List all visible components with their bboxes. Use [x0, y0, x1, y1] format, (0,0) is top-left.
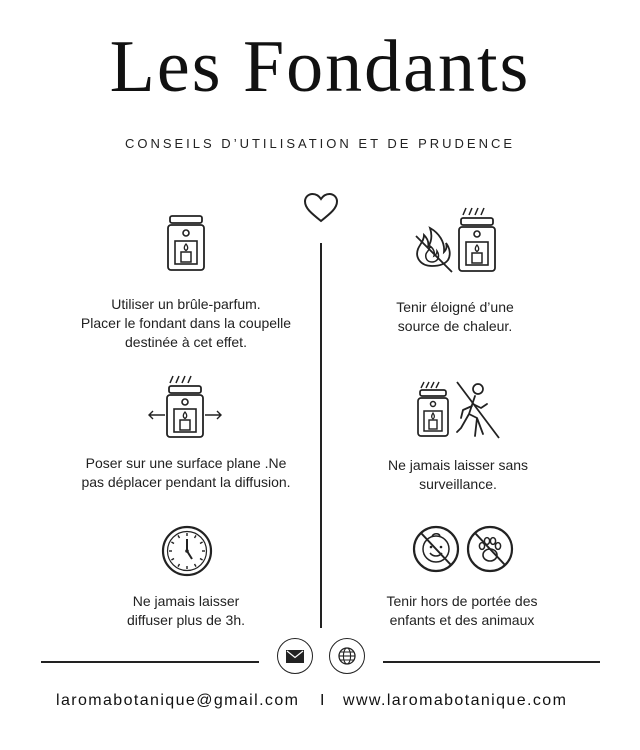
- no-fire-icon: [410, 206, 500, 274]
- footer-separator: I: [320, 692, 326, 709]
- caption-line: Utiliser un brûle-parfum.: [111, 296, 261, 312]
- caption-line: Tenir éloigné d’une: [396, 299, 514, 315]
- burner-arrows-icon: [146, 374, 224, 440]
- footer-divider-right: [383, 661, 600, 663]
- clock-icon: [161, 525, 213, 577]
- globe-icon[interactable]: [329, 638, 365, 674]
- email-icon[interactable]: [277, 638, 313, 674]
- caption-line: Ne jamais laisser sans: [387, 457, 529, 473]
- footer-website[interactable]: www.laromabotanique.com: [343, 692, 568, 709]
- wax-burner-icon: [165, 214, 207, 272]
- caption-line: diffuser plus de 3h.: [126, 612, 246, 628]
- footer-email[interactable]: laromabotanique@gmail.com: [56, 692, 300, 709]
- tip-caption-heat: [315, 298, 595, 336]
- no-walking-away-icon: [417, 380, 507, 440]
- caption-line: Poser sur une surface plane .Ne: [85, 455, 287, 471]
- caption-line: Placer le fondant dans la coupelle: [80, 315, 292, 331]
- caption-line: Tenir hors de portée des: [386, 593, 538, 609]
- tip-caption-surveillance: [318, 456, 598, 494]
- no-child-no-pet-icon: [412, 524, 514, 574]
- footer-divider-left: [41, 661, 259, 663]
- heart-icon: [303, 192, 339, 224]
- tip-caption-children: [322, 592, 602, 630]
- caption-line: source de chaleur.: [397, 318, 513, 334]
- caption-line: pas déplacer pendant la diffusion.: [81, 474, 291, 490]
- caption-line: Ne jamais laisser: [132, 593, 240, 609]
- tip-caption-duration: [46, 592, 326, 630]
- caption-line: surveillance.: [419, 476, 497, 492]
- caption-line: destinée à cet effet.: [125, 334, 247, 350]
- tip-caption-surface: [46, 454, 326, 492]
- caption-line: enfants et des animaux: [389, 612, 535, 628]
- tip-caption-burner: [46, 295, 326, 352]
- page-subtitle: CONSEILS D’UTILISATION ET DE PRUDENCE: [124, 136, 516, 151]
- page-title: Les Fondants: [109, 26, 531, 108]
